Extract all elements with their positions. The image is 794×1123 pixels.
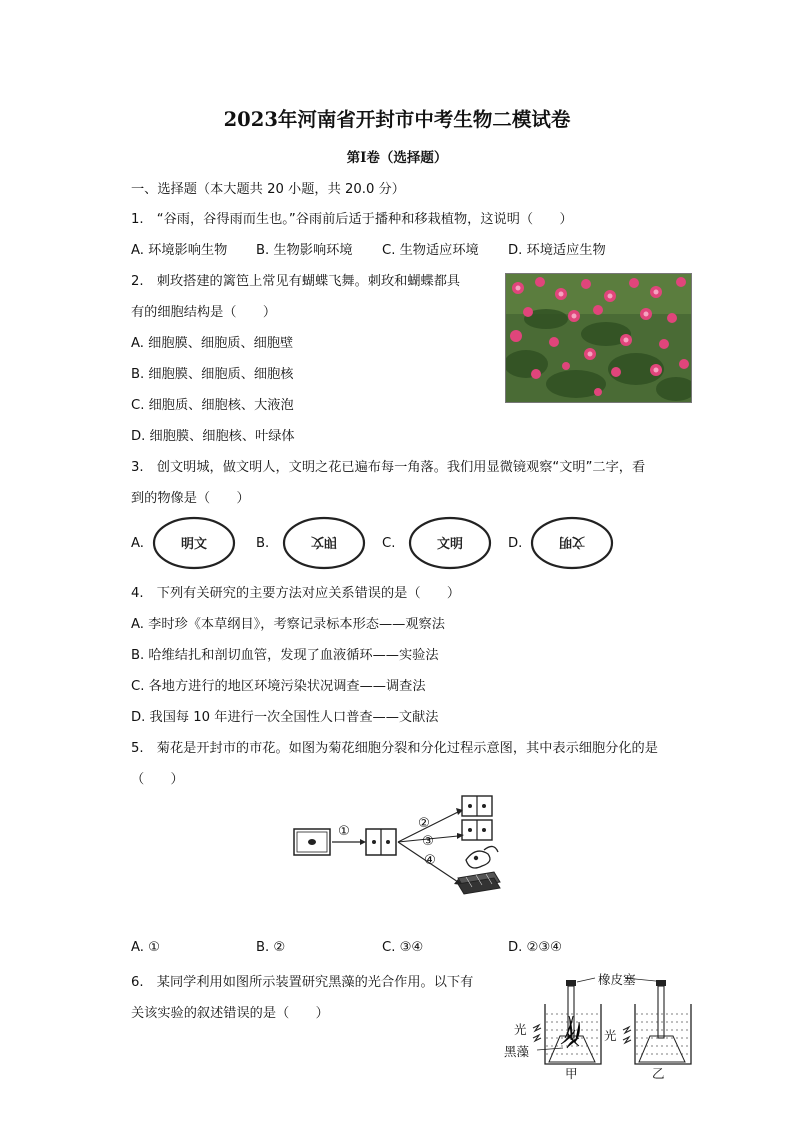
q5-label-2: ② [418, 816, 430, 831]
q1-option-c[interactable]: C. 生物适应环境 [382, 243, 479, 258]
q6-stem-line1: 6. 某同学利用如图所示装置研究黑藻的光合作用。以下有 [131, 975, 474, 990]
q2-stem-line1: 2. 刺玫搭建的篱笆上常见有蝴蝶飞舞。刺玫和蝴蝶都具 [131, 274, 461, 289]
q5-label-3: ③ [422, 834, 434, 849]
q2-option-b[interactable]: B. 细胞膜、细胞质、细胞核 [131, 367, 294, 382]
rose-hedge-photo [505, 273, 692, 403]
q3-option-a-letter: A. [131, 536, 144, 551]
q5-label-4: ④ [424, 853, 436, 868]
q6-label-algae: 黑藻 [504, 1044, 530, 1059]
q5-option-b[interactable]: B. ② [256, 940, 286, 955]
q5-stem-line1: 5. 菊花是开封市的市花。如图为菊花细胞分裂和分化过程示意图，其中表示细胞分化的是 [131, 741, 658, 756]
q6-label-light-right: 光 [604, 1028, 617, 1043]
q6-label-yi: 乙 [652, 1066, 665, 1081]
q2-stem-line2: 有的细胞结构是（ ） [131, 305, 277, 320]
q3-option-b-letter: B. [256, 536, 270, 551]
q2-option-a[interactable]: A. 细胞膜、细胞质、细胞壁 [131, 336, 294, 351]
q4-option-b[interactable]: B. 哈维结扎和剖切血管，发现了血液循环——实验法 [131, 648, 439, 663]
cell-division-diagram [290, 790, 510, 904]
q3-stem-line1: 3. 创文明城，做文明人，文明之花已遍布每一角落。我们用显微镜观察“文明”二字，看 [131, 460, 646, 475]
q3-stem-line2: 到的物像是（ ） [131, 491, 250, 506]
part-title: 第I卷（选择题） [346, 150, 448, 166]
q5-option-c[interactable]: C. ③④ [382, 940, 424, 955]
q3-option-a[interactable] [152, 516, 236, 570]
q6-stem-line2: 关该实验的叙述错误的是（ ） [131, 1006, 329, 1021]
q5-option-d[interactable]: D. ②③④ [508, 940, 563, 955]
q2-option-d[interactable]: D. 细胞膜、细胞核、叶绿体 [131, 429, 295, 444]
q1-option-a[interactable]: A. 环境影响生物 [131, 243, 228, 258]
exam-title: 2023年河南省开封市中考生物二模试卷 [223, 108, 571, 131]
q3-option-b[interactable] [282, 516, 366, 570]
q1-option-b[interactable]: B. 生物影响环境 [256, 243, 353, 258]
q6-label-light-left: 光 [514, 1022, 527, 1037]
q3-option-d[interactable] [530, 516, 614, 570]
q6-label-stopper: 橡皮塞 [598, 972, 636, 987]
q2-option-c[interactable]: C. 细胞质、细胞核、大液泡 [131, 398, 294, 413]
q6-label-jia: 甲 [565, 1066, 578, 1081]
svg-text:文明: 文明 [558, 534, 586, 549]
q3-option-c[interactable] [408, 516, 492, 570]
q3-option-d-letter: D. [508, 536, 523, 551]
q5-label-1: ① [338, 824, 350, 839]
section-heading: 一、选择题（本大题共 20 小题，共 20.0 分） [131, 182, 405, 197]
svg-text:明文: 明文 [180, 537, 208, 552]
q4-option-c[interactable]: C. 各地方进行的地区环境污染状况调查——调查法 [131, 679, 426, 694]
svg-text:文明: 文明 [310, 534, 338, 549]
q3-option-c-letter: C. [382, 536, 396, 551]
q1-option-d[interactable]: D. 环境适应生物 [508, 243, 606, 258]
q4-stem: 4. 下列有关研究的主要方法对应关系错误的是（ ） [131, 586, 461, 601]
q4-option-d[interactable]: D. 我国每 10 年进行一次全国性人口普查——文献法 [131, 710, 439, 725]
q5-option-a[interactable]: A. ① [131, 940, 160, 955]
svg-text:文明: 文明 [436, 537, 464, 552]
q1-stem: 1. “谷雨，谷得雨而生也。”谷雨前后适于播种和移栽植物，这说明（ ） [131, 212, 573, 227]
q5-stem-line2: （ ） [131, 772, 184, 787]
q4-option-a[interactable]: A. 李时珍《本草纲目》，考察记录标本形态——观察法 [131, 617, 445, 632]
